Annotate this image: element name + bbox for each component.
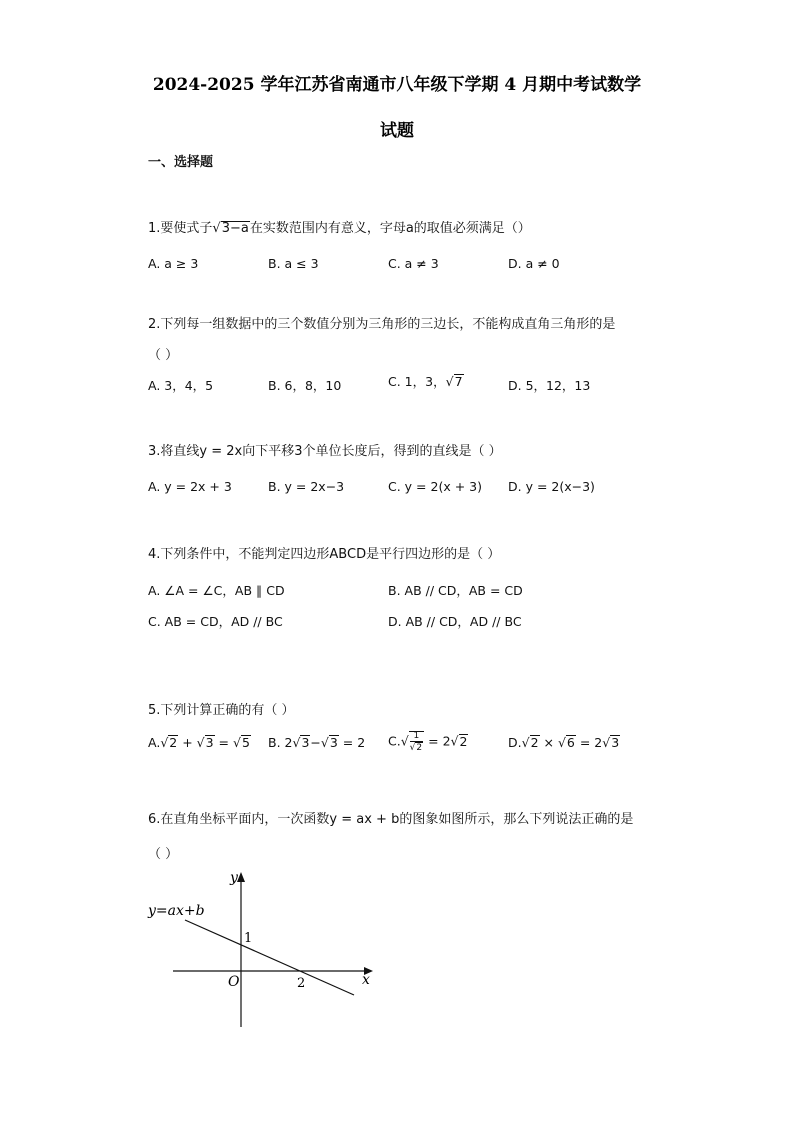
q5-a-radicand-1: 2 (169, 735, 178, 750)
sqrt-icon: √ (292, 735, 301, 750)
q5-a-radicand-2: 3 (205, 735, 214, 750)
q1-text-post: 在实数范围内有意义，字母a的取值必须满足（） (249, 221, 531, 236)
sqrt-icon: √ (445, 374, 454, 389)
sqrt-icon: √ (160, 735, 169, 750)
q3-option-d: D. y = 2(x−3) (508, 479, 595, 494)
q2-option-a: A. 3，4，5 (148, 378, 214, 393)
q5-b-radicand-2: 3 (329, 735, 338, 750)
q5-c-eq: = 2 (424, 733, 451, 749)
question-6: 6.在直角坐标平面内，一次函数y = ax + b的图象如图所示，那么下列说法正确的是 (148, 812, 634, 827)
question-2: 2.下列每一组数据中的三个数值分别为三角形的三边长，不能构成直角三角形的是 (148, 317, 616, 332)
function-line (185, 920, 354, 995)
q5-option-a (148, 735, 251, 750)
q5-d-radicand-2: 6 (566, 735, 575, 750)
q5-d-radicand-3: 3 (611, 735, 620, 750)
page-title: 2024-2025 学年江苏省南通市八年级下学期 4 月期中考试数学 (152, 75, 642, 95)
q5-c-radicand: 2 (459, 733, 468, 749)
q5-a-label: A. (148, 735, 161, 750)
question-1 (148, 217, 531, 237)
q5-option-c (388, 731, 468, 753)
sqrt-icon: √ (400, 733, 409, 749)
q3-option-a: A. y = 2x + 3 (148, 479, 232, 494)
q4-option-a: A. ∠A = ∠C，AB ∥ CD (148, 583, 285, 598)
q5-a-op: + (178, 735, 197, 750)
q2-option-c (388, 372, 464, 390)
q2-option-d: D. 5，12，13 (508, 378, 591, 393)
q1-option-b: B. a ≤ 3 (268, 256, 319, 271)
q4-option-d: D. AB // CD，AD // BC (388, 614, 522, 629)
q1-option-a: A. a ≥ 3 (148, 256, 199, 271)
section-heading: 一、选择题 (148, 155, 214, 170)
question-3: 3.将直线y = 2x向下平移3个单位长度后，得到的直线是（ ） (148, 444, 502, 459)
sqrt-icon: √ (233, 735, 241, 750)
q3-option-c: C. y = 2(x + 3) (388, 479, 482, 494)
q2-option-b: B. 6，8，10 (268, 378, 342, 393)
q5-c-denominator: 2 (416, 743, 423, 753)
q4-option-c: C. AB = CD，AD // BC (148, 614, 283, 629)
linear-function-graph (140, 860, 390, 1040)
q5-d-eq: = 2 (575, 735, 603, 750)
q5-b-label: B. 2 (268, 735, 293, 750)
q5-d-op: × (539, 735, 558, 750)
q5-a-eq: = (214, 735, 233, 750)
origin-label: O (228, 974, 240, 990)
q1-radicand: 3−a (221, 221, 249, 236)
q1-option-d: D. a ≠ 0 (508, 256, 560, 271)
q4-option-b: B. AB // CD，AB = CD (388, 583, 523, 598)
question-2-line2: （ ） (148, 348, 179, 363)
q5-d-radicand-1: 2 (530, 735, 539, 750)
x-axis-label: x (362, 972, 370, 988)
line-label: y=ax+b (148, 903, 205, 919)
q5-option-d (508, 735, 620, 750)
sqrt-icon: √ (602, 735, 611, 750)
x-intercept-label: 2 (297, 976, 306, 991)
q2-option-c-text: C. 1，3， (388, 374, 446, 389)
question-4: 4.下列条件中，不能判定四边形ABCD是平行四边形的是（ ） (148, 547, 501, 562)
q5-c-fraction (409, 731, 424, 753)
sqrt-icon: √ (320, 735, 329, 750)
question-5: 5.下列计算正确的有（ ） (148, 703, 295, 718)
sqrt-icon: √ (521, 735, 530, 750)
y-axis-arrow-icon (237, 872, 245, 882)
question-6-line2: （ ） (148, 847, 179, 862)
q5-b-op: − (310, 735, 321, 750)
sqrt-icon: √ (212, 221, 221, 236)
page-title-line2: 试题 (380, 121, 414, 141)
q5-option-b (268, 735, 365, 750)
sqrt-icon: √ (409, 743, 416, 753)
q2-option-c-radicand: 7 (454, 374, 463, 389)
q5-b-radicand-1: 3 (301, 735, 310, 750)
q5-a-radicand-3: 5 (241, 735, 250, 750)
q5-c-numerator: 1 (410, 732, 423, 742)
q5-d-label: D. (508, 735, 522, 750)
q1-option-c: C. a ≠ 3 (388, 256, 439, 271)
q1-text-pre: 1.要使式子 (148, 221, 213, 236)
sqrt-icon: √ (557, 735, 566, 750)
q5-b-eq: = 2 (338, 735, 366, 750)
sqrt-icon: √ (196, 735, 205, 750)
sqrt-icon: √ (450, 733, 459, 749)
q3-option-b: B. y = 2x−3 (268, 479, 345, 494)
y-intercept-label: 1 (244, 931, 253, 946)
y-axis-label: y (230, 870, 238, 886)
q5-c-label: C. (388, 733, 401, 749)
